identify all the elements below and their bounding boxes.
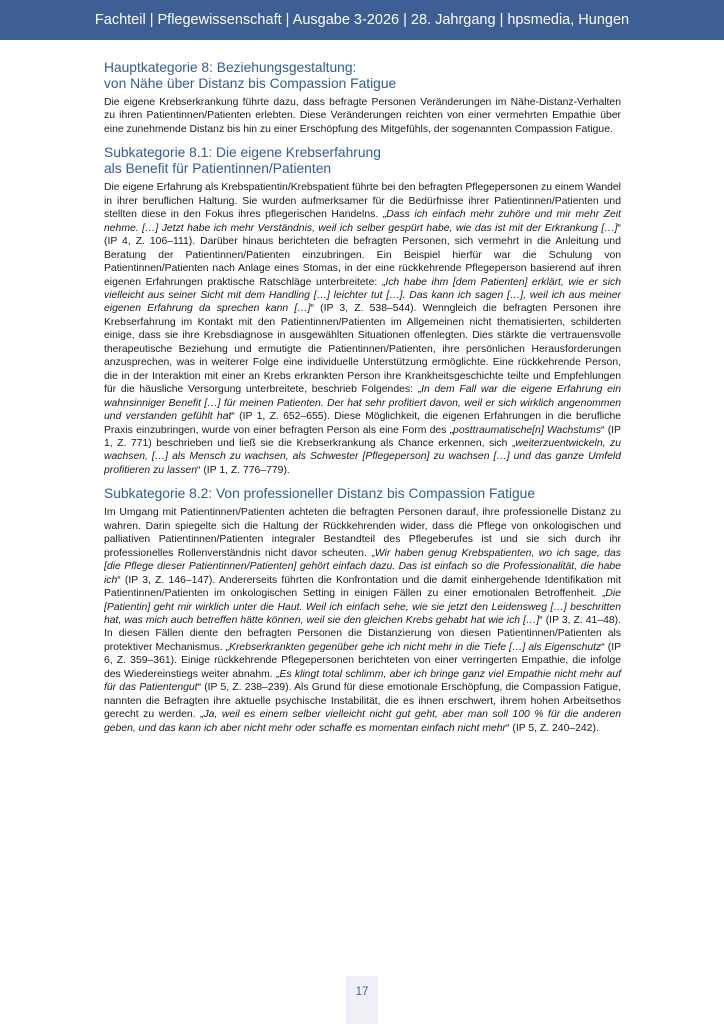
quote-text: In dem Fall war die eigene Erfahrung ein wahnsinniger Benefit […] für meinen Patienten. Der hat sehr profitiert davon, weil er sich wirklich angenommen und verstanden gefühlt hat <box>104 384 621 423</box>
quote-text: posttraumatische[n] Wachstums <box>453 424 602 436</box>
section-hauptkategorie-8 <box>104 60 621 136</box>
body-paragraph <box>104 181 621 477</box>
section-heading <box>104 60 621 92</box>
heading-line: Hauptkategorie 8: Beziehungsgestaltung: <box>104 60 357 75</box>
body-text: Die eigene Krebserkrankung führte dazu, dass befragte Personen Veränderungen im Nähe-Distanz-Verhalten zu ihren Patientinnen/Patienten erlebten. Diese Veränderungen reichten von einer vermehrten Empathie über eine zunehmende Distanz bis hin zu einer Erschöpfung des Mitgefühls, der sogenannten Compassion Fatigue. <box>104 97 621 135</box>
quote-text: Dass ich einfach mehr zuhöre und mir mehr Zeit nehme. […] Jetzt habe ich mehr Verständnis, weil ich selber gespürt habe, wie das ist mit der Erkrankung […] <box>104 209 621 234</box>
article-body <box>104 60 621 744</box>
page-number: 17 <box>355 986 369 998</box>
section-heading <box>104 486 621 502</box>
heading-line: als Benefit für Patientinnen/Patienten <box>104 161 332 177</box>
body-text: “ (IP 3, Z. 538–544). Wenngleich die befragten Personen ihre Krebserfahrung im Kontakt mit den Patientinnen/Patienten im Allgemeinen nicht thematisierten, schilderten einige, dass sie ihre Krebsdiagnose in ausgewählten Situationen offenlegten. Dies stärkte die vertrauensvolle therapeutische Beziehung und ermutigte die Patientinnen/Patienten, ihre persönlichen Herausforderungen anzusprechen, was in weiterer Folge eine individuelle Unterstützung ermöglichte. Eine rückkehrende Person, die in der Interaktion mit einer an Krebs erkrankten Person ihre Krankheitsgeschichte teilte und Empfehlungen für die häusliche Versorgung unterbreitete, beschrieb Folgendes: „ <box>104 303 622 396</box>
quote-text: Ich habe ihm [dem Patienten] erklärt, wie er sich vielleicht aus seiner Sicht mit dem Handling […] leichter tut […]. Das kann ich sagen […], weil ich aus meiner eigenen Erfahrung da sprechen kann […] <box>104 276 621 315</box>
body-paragraph <box>104 96 621 136</box>
body-text: “ (IP 1, Z. 776–779). <box>197 464 290 476</box>
body-text: “ (IP 4, Z. 106–111). Darüber hinaus berichteten die befragten Personen, sich vermehrt in die Anleitung und Beratung der Patientinnen/Patienten einzubringen. Ein Beispiel hierfür war die Schulung von Patientinnen/Patienten nach Anlage eines Stomas, in der eine rückkehrende Pflegeperson basierend auf ihren eigenen Erfahrungen praktische Ratschläge unterbreitete: „ <box>104 222 621 288</box>
quote-text: weiterzuentwickeln, zu wachsen, […] als Mensch zu wachsen, als Schwester [Pflegeperson] zu wachsen […] und das ganze Umfeld profitieren zu lassen <box>104 437 621 476</box>
quote-text: Die [Patientin] geht mir wirklich unter die Haut. Weil ich einfach sehe, wie sie jetzt den Leidensweg […] beschritten hat, was mich auch betreffen hätte können, weil sie den gleichen Krebs gehabt hat wie ich […] <box>104 588 621 626</box>
body-text: “ (IP 6, Z. 359–361). Einige rückkehrende Pflegepersonen berichteten von einer verringerten Empathie, die infolge des Wiedereinstiegs weiter abnahm. „ <box>104 641 622 680</box>
body-text: “ (IP 5, Z. 238–239). Als Grund für diese emotionale Erschöpfung, die Compassion Fatigue, nannten die Befragten ihre aktuelle psychische Instabilität, die es ihnen erschwert, ihrem hohen Arbeitsethos gerecht zu werden. „ <box>104 682 621 721</box>
body-text: Die eigene Erfahrung als Krebspatientin/Krebspatient führte bei den befragten Pflegepersonen zu einem Wandel in ihrer beruflichen Haltung. Sie wurden aufmerksamer für die Bedürfnisse ihrer Patientinnen/Patienten und stellten diese in den Fokus ihres pflegerischen Handelns. „ <box>104 182 621 221</box>
body-text: “ (IP 1, Z. 771) beschrieben und ließ sie die Krebserkrankung als Chance erkennen, sich „ <box>104 424 621 449</box>
page-number-box <box>346 976 378 1024</box>
heading-line: Subkategorie 8.1: Die eigene Krebserfahrung <box>104 145 381 161</box>
body-text: “ (IP 1, Z. 652–655). Diese Möglichkeit, die eigenen Erfahrungen in die berufliche Praxis einzubringen, wurde von einer befragten Person als eine Form des „ <box>104 411 621 436</box>
heading-line: von Nähe über Distanz bis Compassion Fatigue <box>104 76 397 91</box>
heading-line: Subkategorie 8.2: Von professioneller Distanz bis Compassion Fatigue <box>104 486 536 502</box>
quote-text: Es klingt total schlimm, aber ich bringe ganz viel Empathie nicht mehr auf für das Patientengut <box>104 668 621 694</box>
body-text: “ (IP 3, Z. 41–48). In diesen Fällen diente den befragten Personen die Distanzierung von diesen Patientinnen/Patienten als protektiver Mechanismus. „ <box>104 614 621 653</box>
quote-text: Krebserkrankten gegenüber gehe ich nicht mehr in die Tiefe […] als Eigenschutz <box>229 641 602 653</box>
section-subkategorie-8-2 <box>104 486 621 735</box>
body-text: Im Umgang mit Patientinnen/Patienten achteten die befragten Personen darauf, ihre professionelle Distanz zu wahren. Darin spiegelte sich die Haltung der Rückkehrenden wider, dass die Pflege von onkologischen und palliativen Patientinnen/Patienten integraler Bestandteil des Pflegeberufes ist und sie sich durch ihr professionelles Rollenverständnis nicht davor scheuten. „ <box>104 507 621 559</box>
running-header: Fachteil | Pflegewissenschaft | Ausgabe 3-2026 | 28. Jahrgang | hpsmedia, Hungen <box>0 0 724 40</box>
quote-text: Ja, weil es einem selber vielleicht nicht gut geht, aber man soll 100 % für die anderen geben, und das kann ich aber nicht mehr oder schaffe es momentan einfach nicht mehr <box>104 709 622 734</box>
body-text: “ (IP 3, Z. 146–147). Andererseits führten die Konfrontation und die damit einhergehende Identifikation mit Patientinnen/Patienten im onkologischen Setting in einigen Fällen zu einer emotionalen Betroffenheit. „ <box>104 574 621 600</box>
section-subkategorie-8-1 <box>104 145 621 477</box>
body-paragraph <box>104 506 621 735</box>
body-text: “ (IP 5, Z. 240–242). <box>506 722 599 734</box>
section-heading <box>104 145 621 177</box>
quote-text: Wir haben genug Krebspatienten, wo ich sage, das [die Pflege dieser Patientinnen/Patienten] gehört einfach dazu. Das ist einfach so die Professionalität, die habe ich <box>104 547 621 586</box>
